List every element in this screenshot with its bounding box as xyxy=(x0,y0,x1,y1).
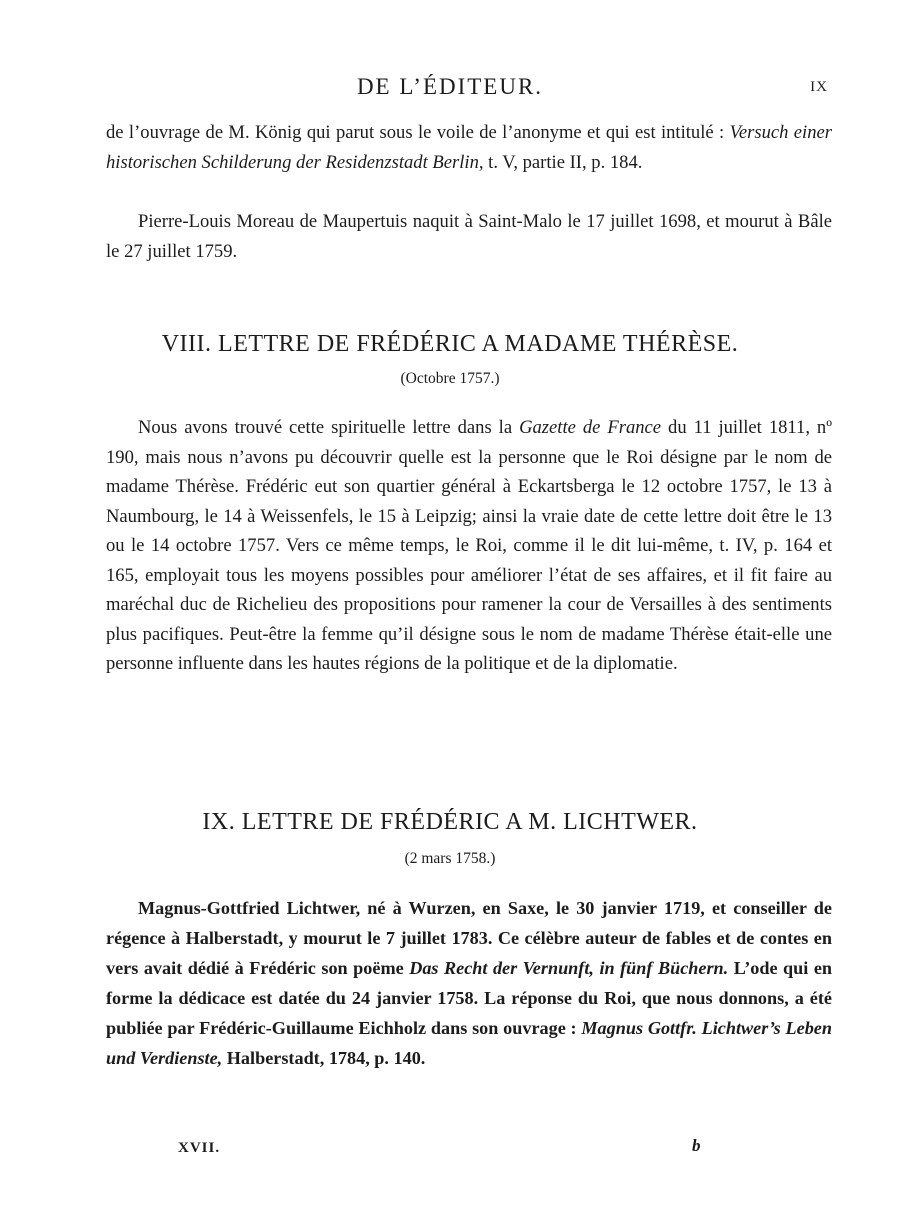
section-ix-book-title: Magnus Gottfr. Lichtwer’s Leben und Verdienste, xyxy=(106,1018,832,1068)
page-number: IX xyxy=(810,79,828,95)
running-head: DE L’ÉDITEUR. xyxy=(356,74,544,99)
section-viii-text-b: du 11 juillet 1811, nº 190, mais nous n’avons pu découvrir quelle est la personne que le Roi désigne par le nom de madame Thérèse. Frédéric eut son quartier général à Eckartsberga le 12 octobre 1757, le 13 à Naumbourg, le 14 à Weissenfels, le 15 à Leipzig; ainsi la vraie date de cette lettre doit être le 13 ou le 14 octobre 1757. Vers ce même temps, le Roi, comme il le dit lui-même, t. IV, p. 164 et 165, employait tous les moyens possibles pour améliorer l’état de ses affaires, et il fit faire au maréchal duc de Richelieu des propositions pour ramener la cour de Versailles à des sentiments plus pacifiques. Peut-être la femme qu’il désigne sous le nom de madame Thérèse était-elle une personne influente dans les hautes régions de la politique et de la diplomatie. xyxy=(106,417,832,674)
section-ix-text-c: Halberstadt, 1784, p. 140. xyxy=(226,1048,426,1068)
section-ix-text-b: L’ode qui en forme la dédicace est datée du 24 janvier 1758. La réponse du Roi, que nous donnons, a été publiée par Frédéric-Guillaume Eichholz dans son ouvrage : xyxy=(106,958,833,1038)
intro-book-title: Versuch einer historischen Schilderung der Residenzstadt Berlin, xyxy=(106,122,832,173)
section-viii-date: (Octobre 1757.) xyxy=(400,370,500,387)
section-viii-title: VIII. LETTRE DE FRÉDÉRIC A MADAME THÉRÈSE. xyxy=(161,331,739,357)
section-ix-text-a: Magnus-Gottfried Lichtwer, né à Wurzen, en Saxe, le 30 janvier 1719, et conseiller de régence à Halberstadt, y mourut le 7 juillet 1783. Ce célèbre auteur de fables et de contes en vers avait dédié à Frédéric son poëme xyxy=(106,898,832,978)
intro-text-a: de l’ouvrage de M. König qui parut sous le voile de l’anonyme et qui est intitulé : xyxy=(106,122,725,143)
section-viii-text-a: Nous avons trouvé cette spirituelle lettre dans la xyxy=(138,417,513,438)
section-ix-poem-title: Das Recht der Vernunft, in fünf Büchern. xyxy=(409,958,729,978)
intro-paragraph-2 xyxy=(106,207,832,266)
section-viii-journal: Gazette de France xyxy=(519,417,662,438)
section-ix-paragraph xyxy=(106,893,832,1073)
section-ix-date: (2 mars 1758.) xyxy=(404,850,496,867)
intro-text-b: t. V, partie II, p. 184. xyxy=(488,151,643,173)
section-viii-paragraph xyxy=(106,413,832,679)
section-ix-title: IX. LETTRE DE FRÉDÉRIC A M. LICHTWER. xyxy=(202,809,698,835)
intro-paragraph-1 xyxy=(106,118,832,177)
intro-text-p2: Pierre-Louis Moreau de Maupertuis naquit à Saint-Malo le 17 juillet 1698, et mourut à Bâle le 27 juillet 1759. xyxy=(106,211,832,262)
gathering-mark: b xyxy=(692,1136,701,1155)
signature-mark: XVII. xyxy=(178,1140,221,1156)
